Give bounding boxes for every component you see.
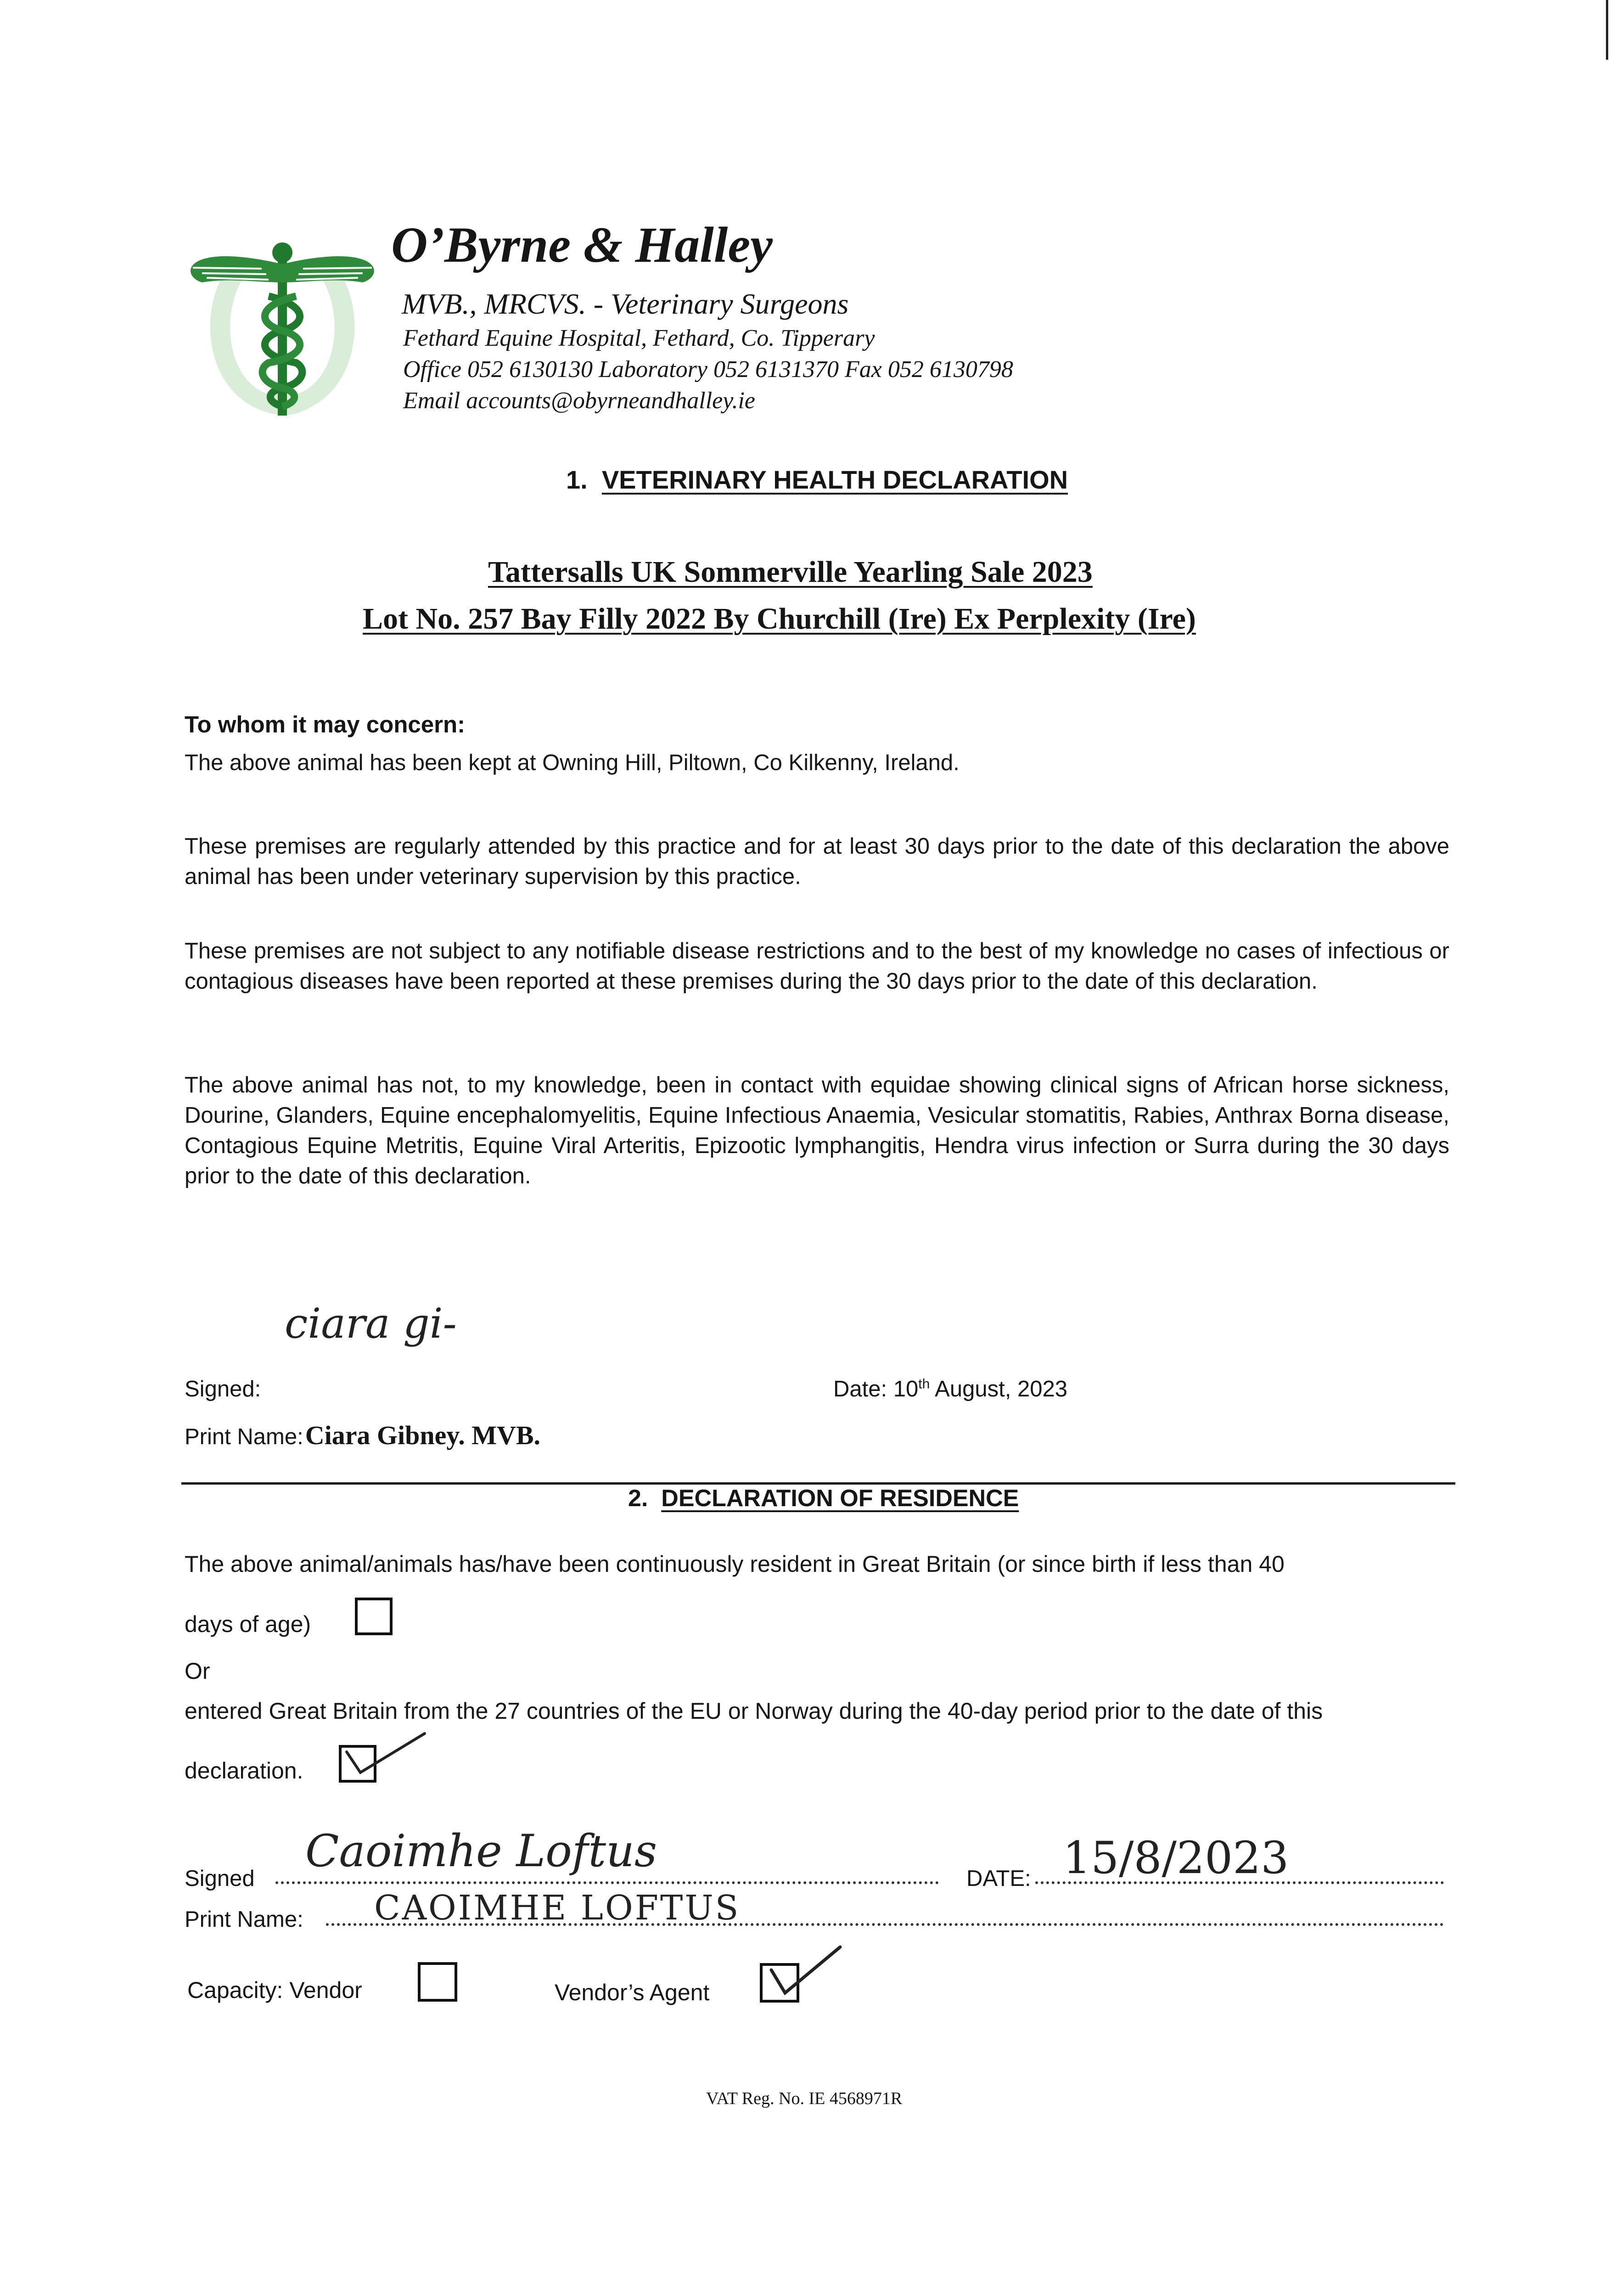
practice-email: Email accounts@obyrneandhalley.ie — [403, 388, 755, 414]
practice-name: O’Byrne & Halley — [391, 217, 773, 273]
practice-address: Fethard Equine Hospital, Fethard, Co. Tipperary — [403, 325, 875, 351]
section2-heading — [628, 1485, 1019, 1512]
salutation: To whom it may concern: — [185, 711, 466, 737]
vendor-agent-label: Vendor’s Agent — [555, 1980, 710, 2005]
kept-at-statement: The above animal has been kept at Owning Hill, Piltown, Co Kilkenny, Ireland. — [185, 750, 960, 775]
agent-signed-label: Signed — [185, 1866, 255, 1891]
residence-line-2b: declaration. — [185, 1758, 303, 1784]
vat-registration: VAT Reg. No. IE 4568971R — [706, 2089, 903, 2108]
caduceus-horseshoe-logo-icon — [174, 232, 390, 434]
residence-line-1: The above animal/animals has/have been continuously resident in Great Britain (or since birth if less than 40 — [185, 1551, 1285, 1577]
agent-date-label: DATE: — [966, 1866, 1031, 1891]
vendor-checkbox[interactable] — [418, 1962, 457, 2002]
eu-entry-check-mark-icon — [337, 1727, 429, 1782]
date-suffix: th — [918, 1376, 930, 1392]
vet-signed-label: Signed: — [185, 1377, 261, 1401]
date-rest: August, 2023 — [930, 1377, 1067, 1401]
practice-phones: Office 052 6130130 Laboratory 052 6131370 Fax 052 6130798 — [403, 356, 1013, 383]
contact-paragraph: The above animal has not, to my knowledge, been in contact with equidae showing clinical signs of African horse sickness, Dourine, Glanders, Equine encephalomyelitis, Equine Infectious Anaemia, Vesicular stomatitis, Rabies, Anthrax Borna disease, Contagious Equine Metritis, Equine Viral Arteritis, Epizootic lymphangitis, Hendra virus infection or Surra during the 30 days prior to the date of this declaration. — [185, 1073, 1449, 1188]
vet-print-name-label: Print Name: — [185, 1424, 303, 1449]
sale-title: Tattersalls UK Sommerville Yearling Sale 2023 — [488, 555, 1093, 589]
vet-declaration-date — [833, 1376, 1067, 1402]
residence-line-1b: days of age) — [185, 1611, 311, 1637]
vet-signature: ciara gi- — [285, 1300, 457, 1348]
agent-signature: Caoimhe Loftus — [305, 1825, 657, 1877]
section2-title: DECLARATION OF RESIDENCE — [661, 1485, 1019, 1512]
section1-number: 1. — [566, 465, 588, 494]
capacity-vendor-label: Capacity: Vendor — [187, 1977, 362, 2003]
section1-heading — [566, 465, 1068, 495]
agent-print-name-label: Print Name: — [185, 1907, 303, 1932]
vendor-agent-check-mark-icon — [762, 1938, 845, 2002]
agent-signature-line — [275, 1881, 939, 1884]
section1-title: VETERINARY HEALTH DECLARATION — [601, 465, 1068, 494]
date-label: Date: 10 — [833, 1377, 919, 1401]
agent-print-name-value: CAOIMHE LOFTUS — [374, 1888, 741, 1928]
disease-restrictions-paragraph: These premises are not subject to any notifiable disease restrictions and to the best of my knowledge no cases of infectious or contagious diseases have been reported at these premises during the 30 days prior to the date of this declaration. — [185, 939, 1449, 994]
supervision-paragraph: These premises are regularly attended by this practice and for at least 30 days prior to the date of this declaration the above animal has been under veterinary supervision by this practice. — [185, 834, 1449, 889]
section2-number: 2. — [628, 1485, 648, 1512]
scan-edge-mark — [1606, 0, 1608, 60]
vet-print-name — [185, 1420, 540, 1451]
gb-resident-checkbox[interactable] — [355, 1598, 393, 1635]
or-label: Or — [185, 1658, 210, 1684]
qualifications: MVB., MRCVS. - Veterinary Surgeons — [402, 287, 849, 320]
agent-date-value: 15/8/2023 — [1063, 1832, 1289, 1884]
lot-title: Lot No. 257 Bay Filly 2022 By Churchill (Ire) Ex Perplexity (Ire) — [363, 602, 1196, 636]
vet-print-name-value: Ciara Gibney. MVB. — [305, 1420, 541, 1450]
residence-line-2: entered Great Britain from the 27 countries of the EU or Norway during the 40-day period prior to the date of this — [185, 1698, 1323, 1724]
